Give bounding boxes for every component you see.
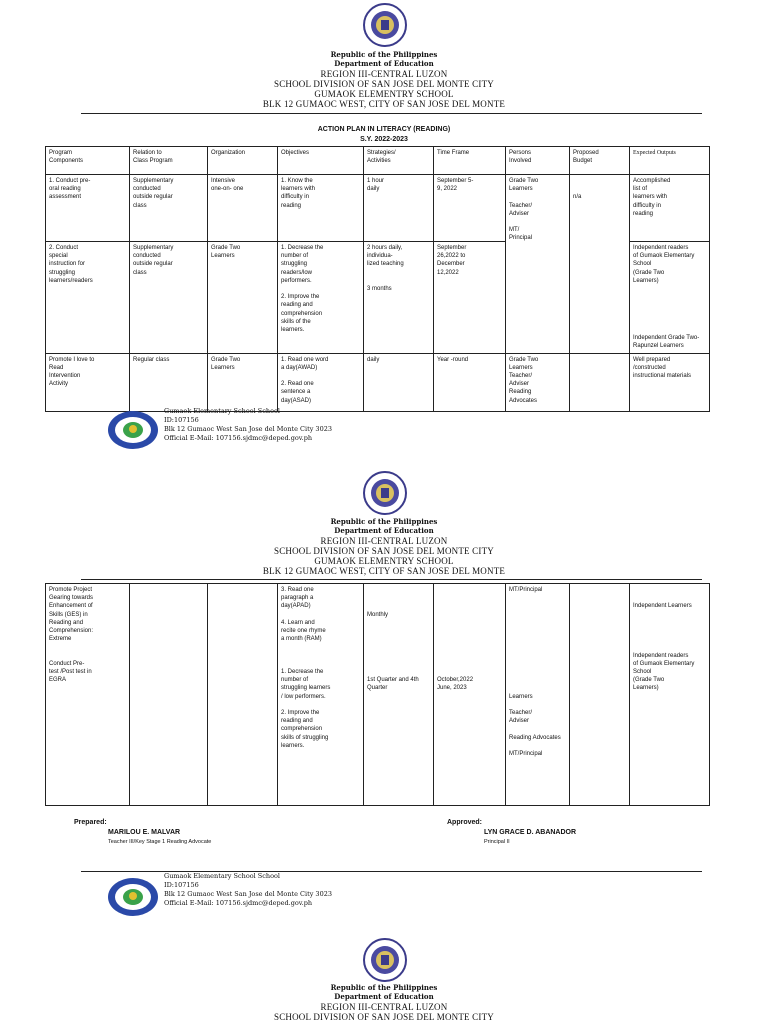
table-cell: 1. Conduct pre- oral reading assessment: [46, 175, 130, 242]
prepared-title: Teacher III/Key Stage 1 Reading Advocate: [108, 839, 212, 845]
table-cell: 1 hour daily: [364, 175, 434, 242]
footer-email: Official E-Mail: 107156.sjdmc@deped.gov.ph: [164, 434, 313, 442]
table-cell: Accomplished list of learners with difficulty in reading: [630, 175, 710, 242]
prepared-name: MARILOU E. MALVAR: [108, 829, 181, 836]
table-cell: Regular class: [130, 353, 208, 411]
table-cell: 1. Decrease the number of struggling readers/low performers. 2. Improve the reading and comprehension skills of the learners.: [278, 242, 364, 354]
table-cell: October,2022 June, 2023: [434, 584, 506, 806]
table-cell: Year -round: [434, 353, 506, 411]
division-line: SCHOOL DIVISION OF SAN JOSE DEL MONTE CITY: [274, 546, 494, 556]
table-cell: [130, 584, 208, 806]
header-strategies: Strategies/ Activities: [364, 147, 434, 175]
table-row: [46, 584, 710, 806]
table-cell: 1. Know the learners with difficulty in reading: [278, 175, 364, 242]
footer-address: Blk 12 Gumaoc West San Jose del Monte City 3023: [164, 425, 332, 433]
division-line: SCHOOL DIVISION OF SAN JOSE DEL MONTE CITY: [274, 79, 494, 89]
header-time-frame: Time Frame: [434, 147, 506, 175]
table-cell: Grade Two Learners Teacher/ Adviser Reading Advocates: [506, 353, 570, 411]
header-divider: [81, 579, 702, 580]
table-cell: MT/Principal Learners Teacher/ Adviser Reading Advocates MT/Principal: [506, 584, 570, 806]
approved-label: Approved:: [447, 819, 482, 826]
table-cell: 2 hours daily, individua- lized teaching 3 months: [364, 242, 434, 354]
action-plan-table: [45, 146, 710, 412]
table-header-row: [46, 147, 710, 175]
table-cell: 3. Read one paragraph a day(APAD) 4. Learn and recite one rhyme a month (RAM) 1. Decrease the number of struggling learners / low performers. 2. Improve the reading and comprehension skills of struggling learners.: [278, 584, 364, 806]
department-line: Department of Education: [334, 526, 434, 535]
table-cell: Promote Project Gearing towards Enhancement of Skills (GES) in Reading and Comprehension: Extreme Conduct Pre- test /Post test in EGRA: [46, 584, 130, 806]
school-logo-icon: [107, 877, 159, 917]
approved-title: Principal II: [484, 839, 510, 845]
header-budget: Proposed Budget: [570, 147, 630, 175]
header-organization: Organization: [208, 147, 278, 175]
table-cell: [208, 584, 278, 806]
footer-school-id: ID:107156: [164, 416, 199, 424]
region-line: REGION III-CENTRAL LUZON: [320, 69, 448, 79]
footer-address: Blk 12 Gumaoc West San Jose del Monte City 3023: [164, 890, 332, 898]
school-line: GUMAOK ELEMENTRY SCHOOL: [314, 89, 454, 99]
table-cell: 2. Conduct special instruction for struggling learners/readers: [46, 242, 130, 354]
action-plan-table-continued: [45, 583, 710, 806]
address-line: BLK 12 GUMAOC WEST, CITY OF SAN JOSE DEL MONTE: [262, 566, 506, 576]
table-cell: [570, 584, 630, 806]
table-cell: Supplementary conducted outside regular class: [130, 242, 208, 354]
table-cell: [570, 353, 630, 411]
plan-year: S.Y. 2022-2023: [360, 136, 408, 143]
table-cell: Grade Two Learners: [208, 353, 278, 411]
footer-school-name: Gumaok Elementary School School: [164, 872, 280, 880]
table-cell: Intensive one-on- one: [208, 175, 278, 242]
plan-title: ACTION PLAN IN LITERACY (READING): [317, 126, 451, 133]
table-cell: Promote I love to Read Intervention Activity: [46, 353, 130, 411]
table-cell: Supplementary conducted outside regular class: [130, 175, 208, 242]
republic-line: Republic of the Philippines: [330, 983, 438, 992]
table-cell: daily: [364, 353, 434, 411]
address-line: BLK 12 GUMAOC WEST, CITY OF SAN JOSE DEL MONTE: [262, 99, 506, 109]
table-cell: Grade Two Learners Teacher/ Adviser MT/ Principal: [506, 175, 570, 354]
region-line: REGION III-CENTRAL LUZON: [320, 536, 448, 546]
table-cell: Monthly 1st Quarter and 4th Quarter: [364, 584, 434, 806]
footer-school-name: Gumaok Elementary School School: [164, 407, 280, 415]
header-objectives: Objectives: [278, 147, 364, 175]
approved-name: LYN GRACE D. ABANADOR: [484, 829, 577, 836]
deped-seal-icon: [363, 938, 407, 982]
department-line: Department of Education: [334, 992, 434, 1001]
table-cell: September 5- 9, 2022: [434, 175, 506, 242]
region-line: REGION III-CENTRAL LUZON: [320, 1002, 448, 1012]
republic-line: Republic of the Philippines: [330, 50, 438, 59]
republic-line: Republic of the Philippines: [330, 517, 438, 526]
table-cell: Independent readers of Gumaok Elementary School (Grade Two Learners) Independent Grade Two- Rapunzel Learners: [630, 242, 710, 354]
header-outputs: Expected Outputs: [630, 147, 710, 175]
table-cell: September 26,2022 to December 12,2022: [434, 242, 506, 354]
school-line: GUMAOK ELEMENTRY SCHOOL: [314, 556, 454, 566]
table-cell: Independent Learners Independent readers of Gumaok Elementary School (Grade Two Learners): [630, 584, 710, 806]
table-row: [46, 175, 710, 242]
table-cell: n/a: [570, 175, 630, 354]
table-row: [46, 353, 710, 411]
header-persons: Persons Involved: [506, 147, 570, 175]
table-cell: Grade Two Learners: [208, 242, 278, 354]
header-divider: [81, 113, 702, 114]
footer-school-id: ID:107156: [164, 881, 199, 889]
header-relation: Relation to Class Program: [130, 147, 208, 175]
footer-email: Official E-Mail: 107156.sjdmc@deped.gov.ph: [164, 899, 313, 907]
deped-seal-icon: [363, 471, 407, 515]
table-cell: 1. Read one word a day(AWAD) 2. Read one sentence a day(ASAD): [278, 353, 364, 411]
prepared-label: Prepared:: [74, 819, 107, 826]
header-program-components: Program Components: [46, 147, 130, 175]
division-line: SCHOOL DIVISION OF SAN JOSE DEL MONTE CITY: [274, 1012, 494, 1022]
table-cell: Well prepared /constructed instructional materials: [630, 353, 710, 411]
school-footer: [164, 872, 332, 908]
deped-seal-icon: [363, 3, 407, 47]
school-logo-icon: [107, 410, 159, 450]
school-footer: [164, 407, 332, 443]
department-line: Department of Education: [334, 59, 434, 68]
